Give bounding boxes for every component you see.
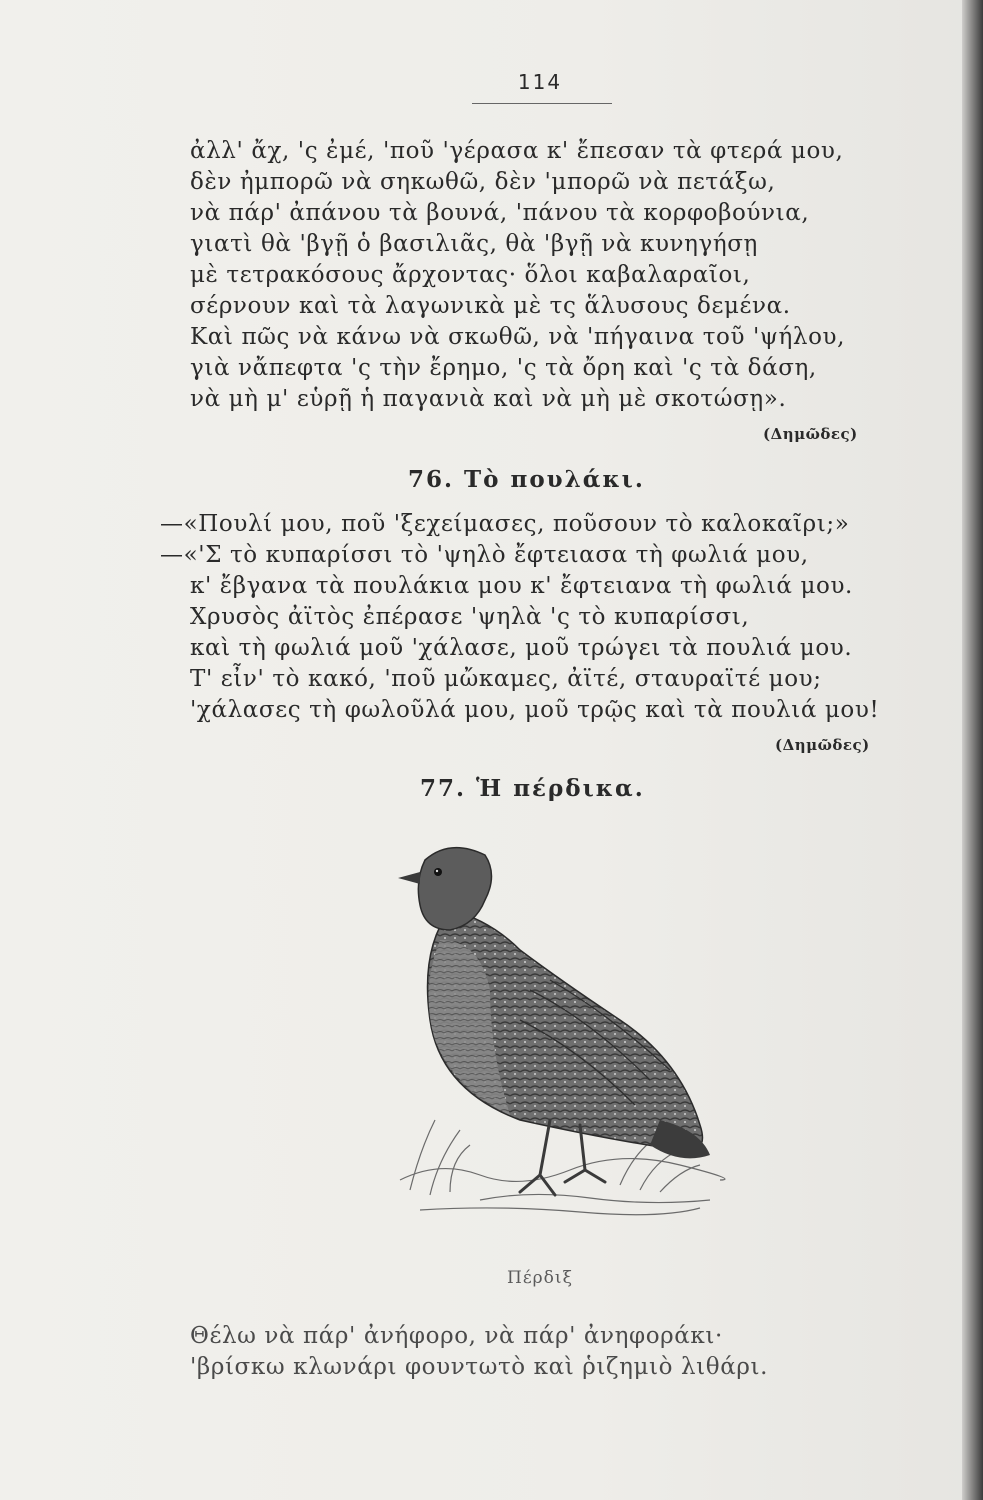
verse-line: Χρυσὸς ἀϊτὸς ἐπέρασε 'ψηλὰ 'ς τὸ κυπαρίσσι, [190,604,750,630]
page-number-rule [472,103,612,104]
page-edge-shadow [962,0,983,1500]
verse-line: καὶ τὴ φωλιά μοῦ 'χάλασε, μοῦ τρώγει τὰ πουλιά μου. [190,635,853,661]
verse-line: Καὶ πῶς νὰ κάνω νὰ σκωθῶ, νὰ 'πήγαινα τοῦ 'ψήλου, [190,324,846,350]
poem-heading: 77. Ἡ πέρδικα. [420,775,645,802]
verse-line: 'βρίσκω κλωνάρι φουντωτὸ καὶ ῥιζημιὸ λιθάρι. [190,1354,769,1380]
verse-line: Τ' εἶν' τὸ κακό, 'ποῦ μὤκαμες, ἀϊτέ, σταυραϊτέ μου; [190,666,822,692]
verse-line: δὲν ἠμπορῶ νὰ σηκωθῶ, δὲν 'μπορῶ νὰ πετάξω, [190,169,776,195]
verse-line: γιατὶ θὰ 'βγῇ ὁ βασιλιᾶς, θὰ 'βγῇ νὰ κυνηγήσῃ [190,231,758,257]
source-attribution: (Δημῶδες) [775,736,870,754]
verse-line: 'χάλασες τὴ φωλοῦλά μου, μοῦ τρῷς καὶ τὰ πουλιά μου! [190,697,880,723]
source-attribution: (Δημῶδες) [763,425,858,443]
poem-heading: 76. Τὸ πουλάκι. [408,466,645,493]
verse-line: γιὰ νἄπεφτα 'ς τὴν ἔρημο, 'ς τὰ ὄρη καὶ 'ς τὰ δάση, [190,355,817,381]
partridge-illustration [380,820,730,1240]
verse-line: νὰ μὴ μ' εὑρῇ ἡ παγανιὰ καὶ νὰ μὴ μὲ σκοτώσῃ». [190,386,787,412]
verse-line: —«'Σ τὸ κυπαρίσσι τὸ 'ψηλὸ ἔφτειασα τὴ φωλιά μου, [160,542,809,568]
verse-line: κ' ἔβγανα τὰ πουλάκια μου κ' ἔφτειανα τὴ φωλιά μου. [190,573,853,599]
page-number: 114 [517,70,563,94]
verse-line: Θέλω νὰ πάρ' ἀνήφορο, νὰ πάρ' ἀνηφοράκι· [190,1323,723,1349]
verse-line: ἀλλ' ἄχ, 'ς ἐμέ, 'ποῦ 'γέρασα κ' ἔπεσαν τὰ φτερά μου, [190,138,844,164]
verse-line: μὲ τετρακόσους ἄρχοντας· ὅλοι καβαλαραῖοι, [190,262,751,288]
illustration-caption: Πέρδιξ [507,1268,573,1288]
verse-line: σέρνουν καὶ τὰ λαγωνικὰ μὲ τς ἅλυσους δεμένα. [190,293,791,319]
verse-line: —«Πουλί μου, ποῦ 'ξεχείμασες, ποῦσουν τὸ καλοκαῖρι;» [160,511,850,537]
verse-line: νὰ πάρ' ἀπάνου τὰ βουνά, 'πάνου τὰ κορφοβούνια, [190,200,810,226]
